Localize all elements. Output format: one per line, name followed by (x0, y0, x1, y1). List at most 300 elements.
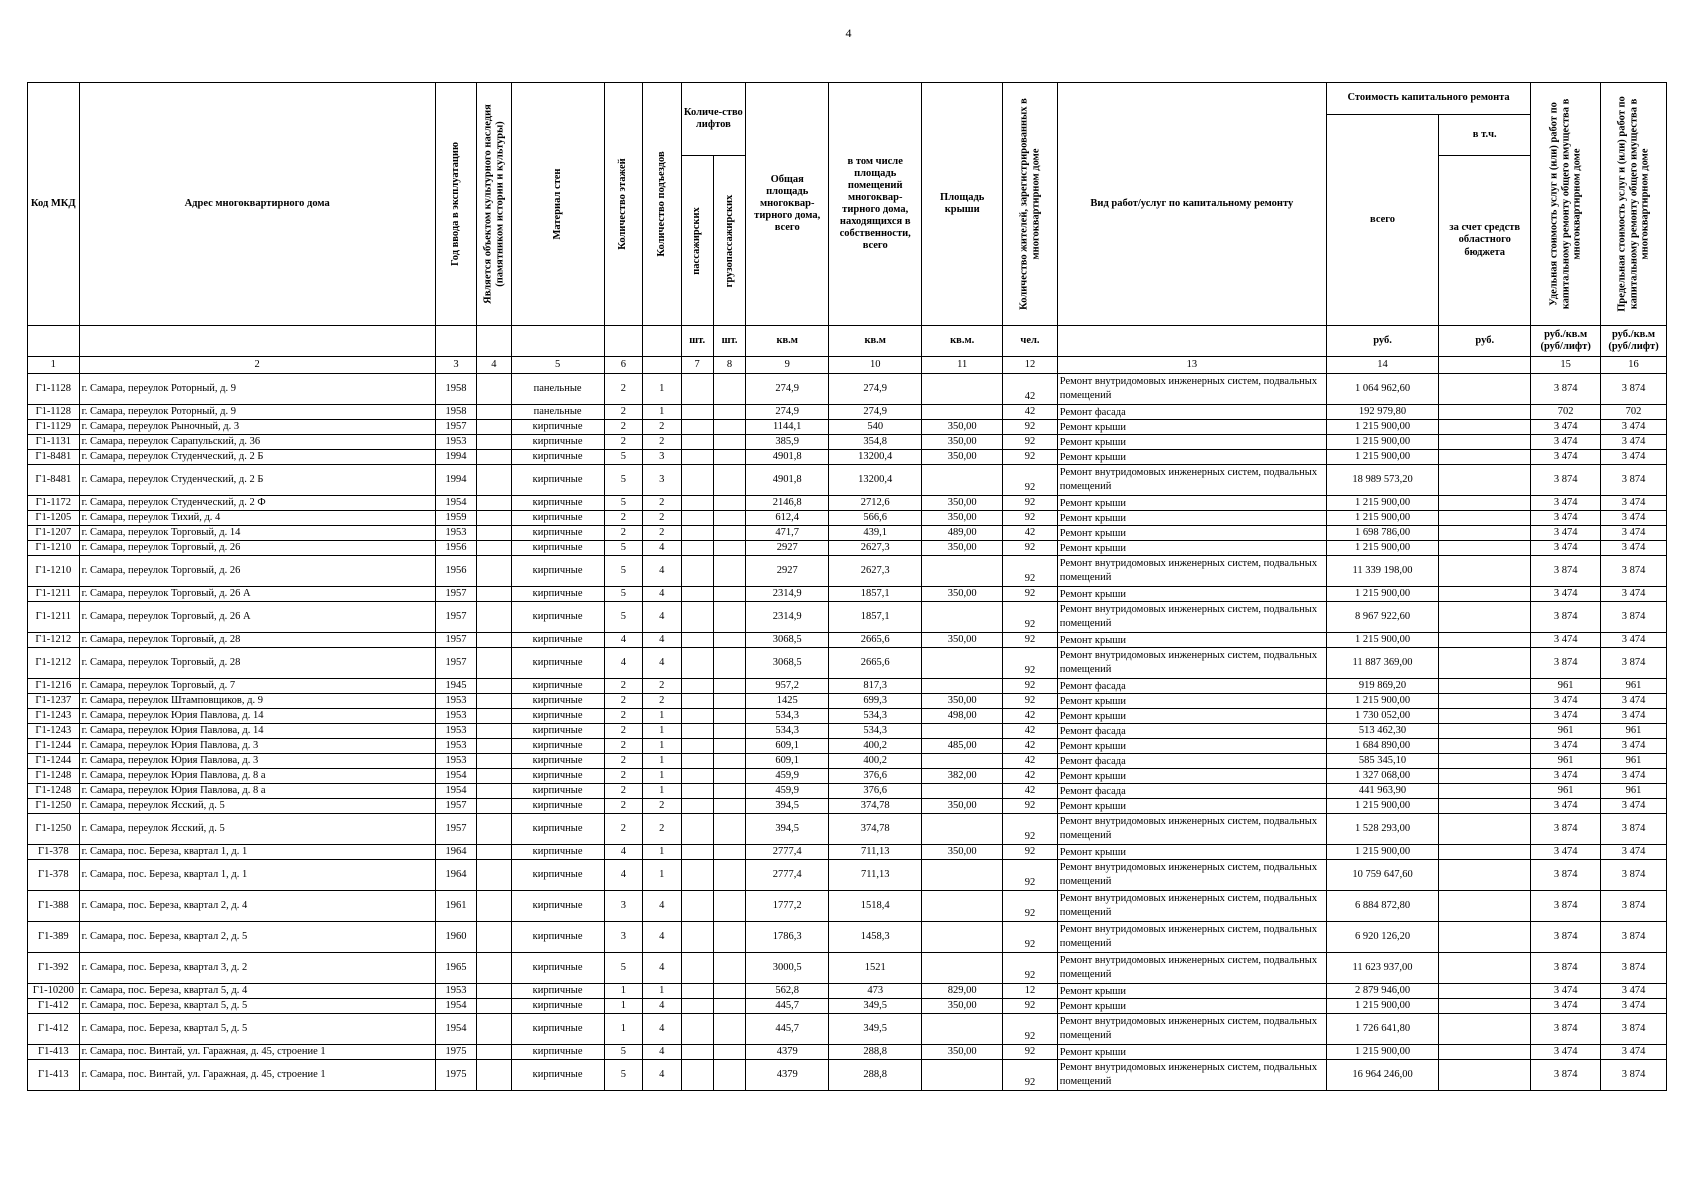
cell-total-area: 274,9 (746, 374, 829, 405)
cell-lifts-cargo (713, 739, 745, 754)
cell-heritage (477, 754, 511, 769)
cell-cost-regional (1439, 465, 1531, 496)
table-row (28, 769, 1667, 784)
cell-walls: кирпичные (511, 556, 604, 587)
table-row (28, 602, 1667, 633)
cell-heritage (477, 922, 511, 953)
cell-lifts-cargo (713, 845, 745, 860)
cell-cost-total: 1 327 068,00 (1326, 769, 1438, 784)
table-row (28, 556, 1667, 587)
cell-work-type: Ремонт внутридомовых инженерных систем, подвальных помещений (1057, 891, 1326, 922)
cell-lifts-cargo (713, 679, 745, 694)
cell-year: 1960 (435, 922, 476, 953)
cell-lifts-passenger (681, 1014, 713, 1045)
cell-cost-regional (1439, 541, 1531, 556)
cell-max-cost: 3 474 (1601, 450, 1667, 465)
cell-cost-regional (1439, 1045, 1531, 1060)
cell-heritage (477, 784, 511, 799)
cell-roof-area (922, 724, 1003, 739)
cell-lifts-passenger (681, 1045, 713, 1060)
cell-year: 1953 (435, 694, 476, 709)
cell-heritage (477, 984, 511, 999)
cell-address: г. Самара, переулок Тихий, д. 4 (79, 511, 435, 526)
cell-walls: кирпичные (511, 814, 604, 845)
header-unit-cost: Удельная стоимость услуг и (или) работ по капитальному ремонту общего имущества в многоквартирном доме (1531, 83, 1601, 326)
cell-residents: 42 (1003, 374, 1058, 405)
cell-entrances: 2 (643, 526, 681, 541)
cell-lifts-passenger (681, 724, 713, 739)
cell-roof-area: 350,00 (922, 633, 1003, 648)
cell-lifts-passenger (681, 953, 713, 984)
cell-heritage (477, 633, 511, 648)
cell-cost-regional (1439, 602, 1531, 633)
cell-owned-area: 534,3 (829, 709, 922, 724)
cell-lifts-cargo (713, 648, 745, 679)
cell-roof-area (922, 1014, 1003, 1045)
cell-floors: 2 (604, 724, 642, 739)
cell-work-type: Ремонт крыши (1057, 799, 1326, 814)
cell-total-area: 4901,8 (746, 450, 829, 465)
cell-owned-area: 2665,6 (829, 633, 922, 648)
cell-lifts-passenger (681, 999, 713, 1014)
cell-address: г. Самара, переулок Юрия Павлова, д. 14 (79, 709, 435, 724)
cell-lifts-cargo (713, 953, 745, 984)
cell-code: Г1-388 (28, 891, 80, 922)
cell-walls: кирпичные (511, 739, 604, 754)
cell-unit-cost: 3 874 (1531, 953, 1601, 984)
header-year: Год ввода в эксплуатацию (435, 83, 476, 326)
cell-entrances: 2 (643, 496, 681, 511)
cell-unit-cost: 3 474 (1531, 769, 1601, 784)
cell-address: г. Самара, переулок Юрия Павлова, д. 3 (79, 739, 435, 754)
cell-entrances: 4 (643, 648, 681, 679)
cell-total-area: 274,9 (746, 405, 829, 420)
cell-code: Г1-1250 (28, 799, 80, 814)
cell-address: г. Самара, переулок Студенческий, д. 2 Б (79, 465, 435, 496)
cell-floors: 5 (604, 496, 642, 511)
cell-cost-regional (1439, 922, 1531, 953)
cell-walls: кирпичные (511, 709, 604, 724)
cell-heritage (477, 405, 511, 420)
cell-residents: 92 (1003, 435, 1058, 450)
cell-address: г. Самара, пос. Береза, квартал 2, д. 5 (79, 922, 435, 953)
cell-work-type: Ремонт крыши (1057, 709, 1326, 724)
cell-lifts-cargo (713, 511, 745, 526)
capital-repair-table (27, 82, 1667, 1091)
cell-roof-area (922, 891, 1003, 922)
cell-address: г. Самара, переулок Ясский, д. 5 (79, 814, 435, 845)
table-row (28, 465, 1667, 496)
cell-lifts-cargo (713, 435, 745, 450)
cell-heritage (477, 1060, 511, 1091)
cell-lifts-passenger (681, 1060, 713, 1091)
table-row (28, 1045, 1667, 1060)
cell-walls: кирпичные (511, 784, 604, 799)
cell-owned-area: 1857,1 (829, 587, 922, 602)
cell-residents: 92 (1003, 511, 1058, 526)
cell-unit-cost: 702 (1531, 405, 1601, 420)
cell-year: 1956 (435, 541, 476, 556)
cell-floors: 5 (604, 587, 642, 602)
cell-owned-area: 13200,4 (829, 465, 922, 496)
cell-floors: 1 (604, 999, 642, 1014)
cell-lifts-passenger (681, 679, 713, 694)
cell-heritage (477, 679, 511, 694)
cell-max-cost: 3 874 (1601, 1014, 1667, 1045)
cell-lifts-passenger (681, 420, 713, 435)
cell-floors: 2 (604, 754, 642, 769)
cell-max-cost: 961 (1601, 784, 1667, 799)
cell-year: 1953 (435, 526, 476, 541)
cell-year: 1954 (435, 769, 476, 784)
cell-entrances: 2 (643, 511, 681, 526)
cell-total-area: 445,7 (746, 1014, 829, 1045)
cell-owned-area: 274,9 (829, 405, 922, 420)
cell-year: 1957 (435, 420, 476, 435)
cell-residents: 92 (1003, 602, 1058, 633)
cell-work-type: Ремонт фасада (1057, 724, 1326, 739)
cell-max-cost: 3 874 (1601, 891, 1667, 922)
cell-lifts-cargo (713, 1014, 745, 1045)
cell-total-area: 562,8 (746, 984, 829, 999)
cell-floors: 5 (604, 953, 642, 984)
cell-owned-area: 2665,6 (829, 648, 922, 679)
cell-roof-area: 489,00 (922, 526, 1003, 541)
cell-heritage (477, 450, 511, 465)
cell-cost-total: 11 339 198,00 (1326, 556, 1438, 587)
cell-entrances: 4 (643, 587, 681, 602)
table-row (28, 420, 1667, 435)
cell-owned-area: 288,8 (829, 1045, 922, 1060)
cell-total-area: 609,1 (746, 739, 829, 754)
cell-year: 1964 (435, 845, 476, 860)
cell-work-type: Ремонт внутридомовых инженерных систем, подвальных помещений (1057, 1060, 1326, 1091)
cell-roof-area: 350,00 (922, 1045, 1003, 1060)
cell-owned-area: 1458,3 (829, 922, 922, 953)
cell-work-type: Ремонт внутридомовых инженерных систем, подвальных помещений (1057, 922, 1326, 953)
cell-owned-area: 400,2 (829, 754, 922, 769)
cell-cost-regional (1439, 374, 1531, 405)
cell-total-area: 3068,5 (746, 648, 829, 679)
cell-total-area: 2146,8 (746, 496, 829, 511)
cell-floors: 2 (604, 435, 642, 450)
table-row (28, 374, 1667, 405)
cell-code: Г1-1243 (28, 724, 80, 739)
cell-unit-cost: 961 (1531, 724, 1601, 739)
cell-code: Г1-1212 (28, 633, 80, 648)
cell-entrances: 2 (643, 694, 681, 709)
table-row (28, 587, 1667, 602)
table-row (28, 633, 1667, 648)
cell-lifts-cargo (713, 587, 745, 602)
cell-cost-regional (1439, 860, 1531, 891)
cell-work-type: Ремонт крыши (1057, 845, 1326, 860)
cell-lifts-cargo (713, 420, 745, 435)
header-code: Код МКД (28, 83, 80, 326)
cell-owned-area: 374,78 (829, 799, 922, 814)
cell-floors: 2 (604, 784, 642, 799)
table-row (28, 799, 1667, 814)
cell-floors: 5 (604, 465, 642, 496)
cell-max-cost: 3 474 (1601, 435, 1667, 450)
cell-lifts-passenger (681, 541, 713, 556)
cell-year: 1953 (435, 435, 476, 450)
cell-total-area: 3068,5 (746, 633, 829, 648)
cell-walls: кирпичные (511, 587, 604, 602)
cell-floors: 2 (604, 694, 642, 709)
cell-address: г. Самара, переулок Торговый, д. 14 (79, 526, 435, 541)
cell-year: 1957 (435, 648, 476, 679)
cell-lifts-passenger (681, 694, 713, 709)
cell-entrances: 4 (643, 1060, 681, 1091)
cell-max-cost: 3 474 (1601, 511, 1667, 526)
cell-lifts-cargo (713, 374, 745, 405)
cell-max-cost: 3 474 (1601, 845, 1667, 860)
cell-residents: 92 (1003, 694, 1058, 709)
cell-total-area: 459,9 (746, 769, 829, 784)
cell-owned-area: 817,3 (829, 679, 922, 694)
cell-work-type: Ремонт внутридомовых инженерных систем, подвальных помещений (1057, 953, 1326, 984)
header-residents: Количество жителей, зарегистрированных в многоквартирном доме (1003, 83, 1058, 326)
cell-walls: кирпичные (511, 602, 604, 633)
cell-walls: кирпичные (511, 999, 604, 1014)
cell-owned-area: 288,8 (829, 1060, 922, 1091)
cell-lifts-passenger (681, 496, 713, 511)
cell-heritage (477, 999, 511, 1014)
cell-work-type: Ремонт крыши (1057, 541, 1326, 556)
cell-floors: 4 (604, 648, 642, 679)
cell-work-type: Ремонт фасада (1057, 754, 1326, 769)
cell-entrances: 4 (643, 1014, 681, 1045)
cell-lifts-passenger (681, 891, 713, 922)
header-roof-area: Площадь крыши (922, 83, 1003, 326)
cell-work-type: Ремонт внутридомовых инженерных систем, подвальных помещений (1057, 648, 1326, 679)
cell-residents: 42 (1003, 784, 1058, 799)
cell-address: г. Самара, пос. Береза, квартал 3, д. 2 (79, 953, 435, 984)
header-address: Адрес многоквартирного дома (79, 83, 435, 326)
cell-roof-area: 350,00 (922, 541, 1003, 556)
cell-cost-total: 11 887 369,00 (1326, 648, 1438, 679)
unit-rate: руб./кв.м (руб/лифт) (1601, 326, 1667, 357)
cell-floors: 2 (604, 709, 642, 724)
cell-unit-cost: 3 874 (1531, 922, 1601, 953)
cell-lifts-passenger (681, 526, 713, 541)
cell-code: Г1-1211 (28, 587, 80, 602)
cell-lifts-cargo (713, 784, 745, 799)
cell-lifts-cargo (713, 541, 745, 556)
cell-total-area: 534,3 (746, 724, 829, 739)
cell-unit-cost: 3 874 (1531, 465, 1601, 496)
cell-code: Г1-378 (28, 860, 80, 891)
cell-address: г. Самара, переулок Юрия Павлова, д. 3 (79, 754, 435, 769)
cell-heritage (477, 556, 511, 587)
cell-residents: 92 (1003, 420, 1058, 435)
cell-entrances: 4 (643, 602, 681, 633)
cell-total-area: 2927 (746, 556, 829, 587)
cell-code: Г1-1243 (28, 709, 80, 724)
cell-entrances: 3 (643, 450, 681, 465)
cell-residents: 42 (1003, 526, 1058, 541)
cell-lifts-passenger (681, 860, 713, 891)
cell-floors: 4 (604, 633, 642, 648)
cell-cost-total: 10 759 647,60 (1326, 860, 1438, 891)
cell-walls: панельные (511, 374, 604, 405)
cell-roof-area: 350,00 (922, 420, 1003, 435)
cell-walls: кирпичные (511, 984, 604, 999)
cell-roof-area (922, 1060, 1003, 1091)
cell-cost-total: 2 879 946,00 (1326, 984, 1438, 999)
cell-year: 1954 (435, 496, 476, 511)
cell-owned-area: 1518,4 (829, 891, 922, 922)
cell-residents: 92 (1003, 999, 1058, 1014)
cell-roof-area: 829,00 (922, 984, 1003, 999)
cell-floors: 1 (604, 984, 642, 999)
cell-roof-area: 350,00 (922, 587, 1003, 602)
cell-work-type: Ремонт внутридомовых инженерных систем, подвальных помещений (1057, 602, 1326, 633)
cell-address: г. Самара, переулок Торговый, д. 26 А (79, 602, 435, 633)
cell-cost-total: 1 215 900,00 (1326, 633, 1438, 648)
cell-cost-regional (1439, 496, 1531, 511)
header-lifts-cargo: грузопассажирских (713, 156, 745, 326)
cell-unit-cost: 3 474 (1531, 435, 1601, 450)
cell-lifts-passenger (681, 450, 713, 465)
cell-residents: 92 (1003, 450, 1058, 465)
cell-roof-area: 350,00 (922, 845, 1003, 860)
cell-year: 1957 (435, 587, 476, 602)
cell-unit-cost: 3 874 (1531, 814, 1601, 845)
cell-roof-area: 350,00 (922, 496, 1003, 511)
cell-heritage (477, 739, 511, 754)
cell-lifts-passenger (681, 587, 713, 602)
cell-work-type: Ремонт крыши (1057, 526, 1326, 541)
cell-code: Г1-392 (28, 953, 80, 984)
cell-cost-total: 8 967 922,60 (1326, 602, 1438, 633)
cell-walls: кирпичные (511, 769, 604, 784)
cell-unit-cost: 3 474 (1531, 739, 1601, 754)
cell-code: Г1-10200 (28, 984, 80, 999)
cell-walls: кирпичные (511, 1014, 604, 1045)
cell-address: г. Самара, переулок Юрия Павлова, д. 8 а (79, 784, 435, 799)
cell-roof-area: 350,00 (922, 450, 1003, 465)
cell-lifts-cargo (713, 922, 745, 953)
cell-unit-cost: 3 874 (1531, 602, 1601, 633)
cell-cost-total: 1 215 900,00 (1326, 541, 1438, 556)
cell-lifts-cargo (713, 602, 745, 633)
cell-residents: 92 (1003, 496, 1058, 511)
cell-residents: 92 (1003, 465, 1058, 496)
cell-lifts-cargo (713, 1045, 745, 1060)
table-row (28, 754, 1667, 769)
table-row (28, 860, 1667, 891)
table-row (28, 845, 1667, 860)
cell-unit-cost: 3 474 (1531, 450, 1601, 465)
cell-max-cost: 3 874 (1601, 1060, 1667, 1091)
cell-floors: 2 (604, 511, 642, 526)
cell-total-area: 2777,4 (746, 860, 829, 891)
cell-unit-cost: 3 874 (1531, 374, 1601, 405)
cell-cost-regional (1439, 694, 1531, 709)
cell-cost-total: 585 345,10 (1326, 754, 1438, 769)
cell-roof-area: 350,00 (922, 511, 1003, 526)
cell-floors: 3 (604, 891, 642, 922)
cell-unit-cost: 961 (1531, 784, 1601, 799)
cell-unit-cost: 3 474 (1531, 799, 1601, 814)
cell-total-area: 1144,1 (746, 420, 829, 435)
cell-cost-regional (1439, 709, 1531, 724)
cell-entrances: 4 (643, 922, 681, 953)
cell-lifts-passenger (681, 435, 713, 450)
cell-walls: кирпичные (511, 922, 604, 953)
table-row (28, 648, 1667, 679)
cell-owned-area: 711,13 (829, 845, 922, 860)
table-row (28, 984, 1667, 999)
cell-address: г. Самара, пос. Винтай, ул. Гаражная, д. 45, строение 1 (79, 1060, 435, 1091)
cell-owned-area: 400,2 (829, 739, 922, 754)
cell-residents: 92 (1003, 922, 1058, 953)
cell-address: г. Самара, переулок Студенческий, д. 2 Ф (79, 496, 435, 511)
cell-roof-area (922, 405, 1003, 420)
cell-heritage (477, 511, 511, 526)
cell-total-area: 385,9 (746, 435, 829, 450)
cell-owned-area: 2627,3 (829, 556, 922, 587)
unit-pcs: шт. (713, 326, 745, 357)
cell-lifts-passenger (681, 405, 713, 420)
cell-year: 1954 (435, 784, 476, 799)
page-number: 4 (845, 26, 852, 40)
header-cost-regional: за счет средств областного бюджета (1439, 156, 1531, 326)
cell-roof-area: 350,00 (922, 999, 1003, 1014)
cell-code: Г1-8481 (28, 465, 80, 496)
cell-cost-total: 919 869,20 (1326, 679, 1438, 694)
cell-cost-total: 1 215 900,00 (1326, 511, 1438, 526)
cell-lifts-passenger (681, 465, 713, 496)
cell-cost-total: 11 623 937,00 (1326, 953, 1438, 984)
cell-owned-area: 1857,1 (829, 602, 922, 633)
cell-year: 1958 (435, 374, 476, 405)
cell-owned-area: 376,6 (829, 769, 922, 784)
cell-max-cost: 3 874 (1601, 860, 1667, 891)
cell-max-cost: 3 474 (1601, 526, 1667, 541)
cell-heritage (477, 435, 511, 450)
cell-year: 1958 (435, 405, 476, 420)
cell-residents: 42 (1003, 405, 1058, 420)
cell-total-area: 3000,5 (746, 953, 829, 984)
cell-unit-cost: 3 874 (1531, 860, 1601, 891)
cell-code: Г1-1244 (28, 754, 80, 769)
cell-max-cost: 3 874 (1601, 922, 1667, 953)
cell-lifts-cargo (713, 465, 745, 496)
cell-total-area: 471,7 (746, 526, 829, 541)
cell-unit-cost: 3 474 (1531, 984, 1601, 999)
cell-owned-area: 376,6 (829, 784, 922, 799)
cell-unit-cost: 961 (1531, 754, 1601, 769)
cell-work-type: Ремонт крыши (1057, 511, 1326, 526)
cell-walls: кирпичные (511, 724, 604, 739)
cell-code: Г1-412 (28, 999, 80, 1014)
cell-lifts-cargo (713, 754, 745, 769)
cell-lifts-cargo (713, 694, 745, 709)
cell-code: Г1-389 (28, 922, 80, 953)
cell-roof-area (922, 814, 1003, 845)
cell-entrances: 1 (643, 769, 681, 784)
cell-address: г. Самара, переулок Роторный, д. 9 (79, 374, 435, 405)
cell-cost-regional (1439, 405, 1531, 420)
cell-heritage (477, 814, 511, 845)
cell-code: Г1-1216 (28, 679, 80, 694)
cell-lifts-cargo (713, 984, 745, 999)
cell-floors: 2 (604, 814, 642, 845)
cell-lifts-passenger (681, 799, 713, 814)
